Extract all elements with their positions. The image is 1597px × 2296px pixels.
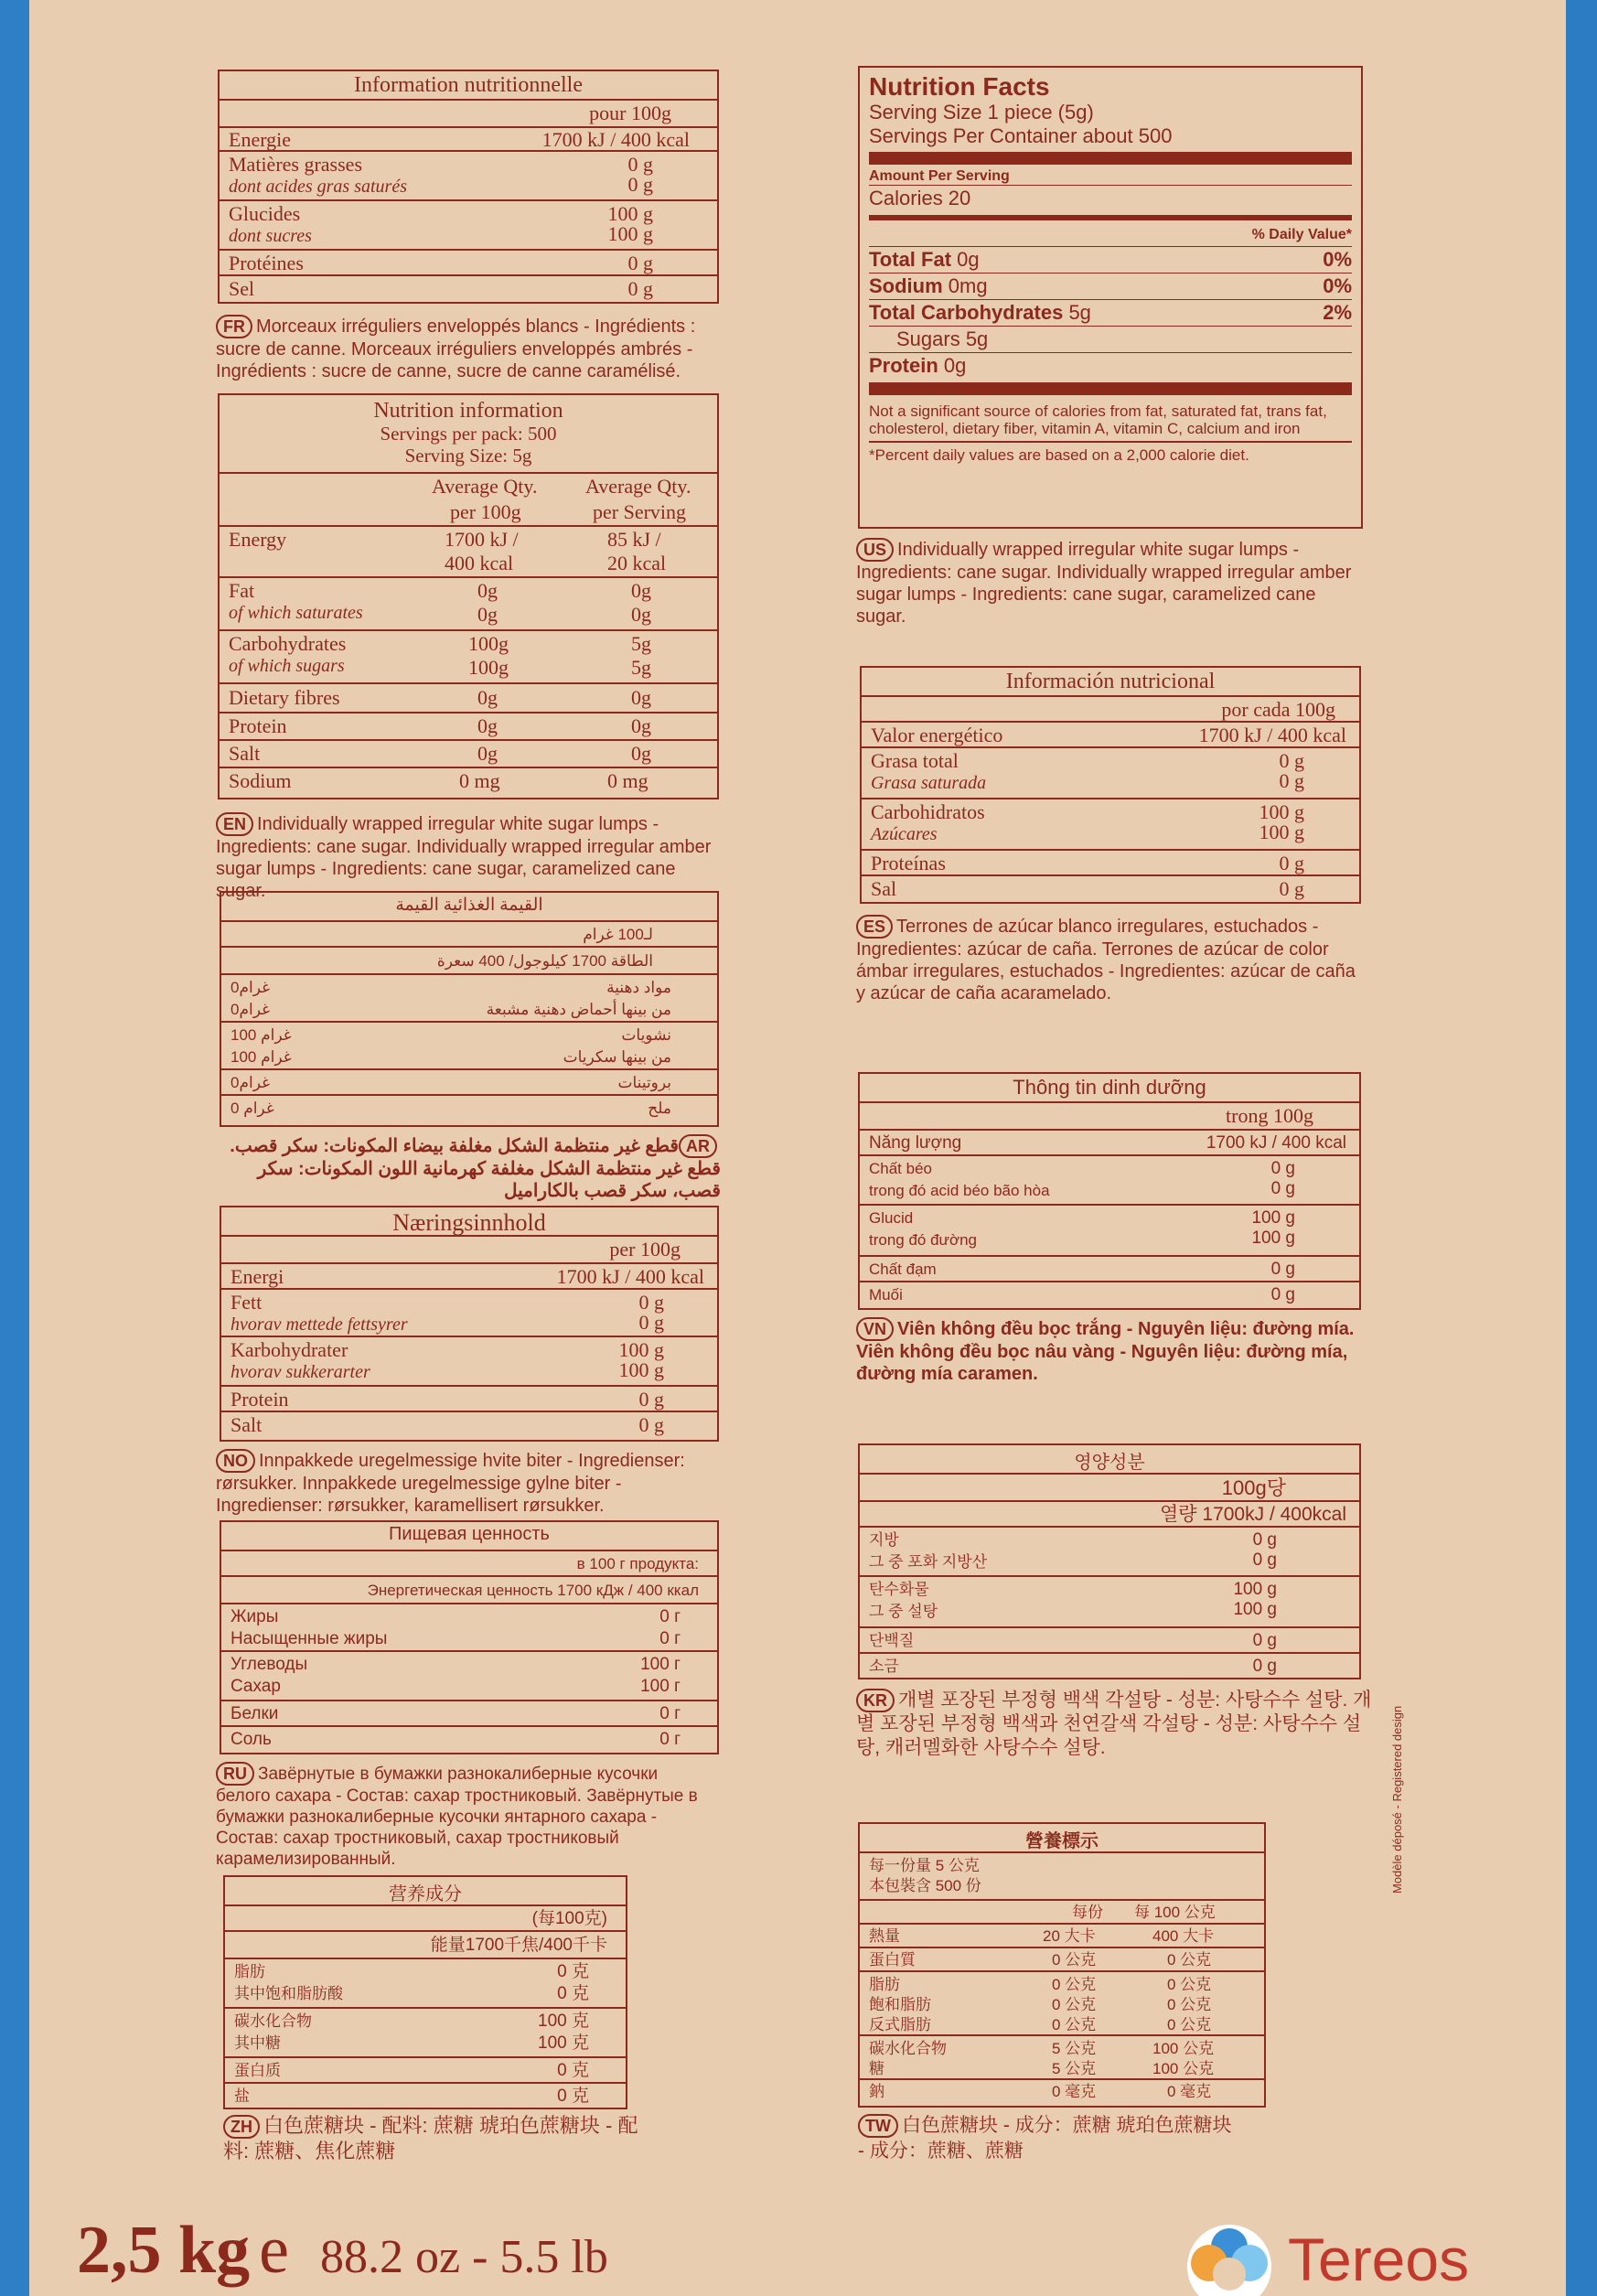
row-label: Carbohydrates	[229, 632, 347, 655]
row-value: 5 公克	[1052, 2040, 1097, 2057]
row-amount: 0g	[957, 248, 980, 271]
row-label: Насыщенные жиры	[230, 1629, 388, 1648]
column-header: 每 100 公克	[1134, 1904, 1216, 1921]
en-nutrition-table	[218, 393, 719, 799]
row-label: dont acides gras saturés	[229, 177, 407, 197]
kr-nutrition-table	[858, 1443, 1361, 1679]
language-badge: NO	[216, 1449, 255, 1473]
row-value: 0 g	[1279, 749, 1304, 772]
table-title: 营养成分	[389, 1884, 462, 1904]
row-label: Proteínas	[871, 852, 946, 874]
row-label: Salt	[230, 1413, 263, 1436]
row-label: Matières grasses	[229, 153, 363, 176]
ingredients-text: Terrones de azúcar blanco irregulares, estuchados - Ingredientes: azúcar de caña. Terrones de azúcar de color ámbar irregulares, estuchados - Ingredientes: azúcar de caña y azúcar de caña acaramelado.	[856, 917, 1356, 1003]
row-value: 0g	[477, 686, 498, 709]
table-title: القيمة الغذائية القيمة	[395, 896, 543, 915]
row-value: 0 克	[557, 1984, 589, 2003]
energy-line: 열량 1700kJ / 400kcal	[1159, 1504, 1346, 1525]
row-label: ملح	[648, 1100, 671, 1117]
daily-value-header: % Daily Value*	[1251, 227, 1352, 242]
row-label: 其中饱和脂肪酸	[234, 1985, 343, 2002]
tw-nutrition-table	[858, 1822, 1266, 2108]
row-label: Protein	[869, 354, 938, 377]
row-label: Углеводы	[230, 1655, 308, 1674]
divider-line	[869, 441, 1352, 443]
row-value: 5g	[631, 632, 651, 655]
row-label: Glucides	[229, 202, 301, 225]
tw-ingredients	[858, 2113, 1242, 2164]
row-value: 0 g	[1252, 1657, 1277, 1676]
row-percent: 0%	[1323, 274, 1352, 297]
row-value: 1700 kJ / 400 kcal	[556, 1265, 704, 1288]
row-value: 0g	[631, 714, 651, 737]
vn-ingredients	[856, 1317, 1368, 1385]
row-label: 熱量	[869, 1927, 900, 1945]
row-value: 1700 kJ / 400 kcal	[1198, 724, 1346, 746]
vn-nutrition-table	[858, 1072, 1361, 1310]
e-mark: e	[259, 2213, 290, 2288]
row-value: 100 g	[607, 202, 653, 225]
ingredients-text: Morceaux irréguliers enveloppés blancs - Ingrédients : sucre de canne. Morceaux irréguliers enveloppés ambrés - Ingrédients : sucre de canne, sucre de canne caramélisé.	[216, 317, 696, 381]
ingredients-text: Innpakkede uregelmessige hvite biter - Ingredienser: rørsukker. Innpakkede uregelmessige gylne biter - Ingredienser: rørsukker, karamellisert rørsukker.	[216, 1451, 685, 1516]
es-ingredients	[856, 915, 1368, 1004]
us-nutrition-facts	[858, 66, 1363, 529]
row-label: of which sugars	[229, 656, 345, 676]
row-label: Белки	[230, 1704, 279, 1723]
row-value: 0 mg	[459, 769, 500, 792]
row-value: 0غرام	[230, 1074, 270, 1091]
row-value: 0 г	[659, 1607, 681, 1626]
column-header: trong 100g	[1226, 1104, 1313, 1127]
row-label: 盐	[234, 2087, 250, 2105]
row-value: 0 g	[1252, 1631, 1277, 1650]
row-value: 0 g	[1270, 1179, 1295, 1198]
footnote: Not a significant source of calories from fat, saturated fat, trans fat, cholesterol, dietary fiber, vitamin A, vitamin C, calcium and iron	[869, 402, 1327, 437]
fr-ingredients	[216, 315, 728, 382]
row-value: 0 g	[638, 1311, 664, 1334]
row-label: 탄수화물	[869, 1581, 929, 1598]
row-value: 0 公克	[1167, 1951, 1212, 1969]
column-header: per 100g	[609, 1238, 681, 1261]
row-value: 20 大卡	[1043, 1927, 1096, 1945]
serving-size: Serving Size: 5g	[404, 445, 532, 467]
language-badge: VN	[856, 1317, 894, 1341]
row-value: 100 g	[1251, 1228, 1295, 1248]
row-value: 0g	[477, 603, 498, 626]
row-label: Năng lượng	[869, 1133, 962, 1153]
row-value: 0g	[631, 742, 651, 765]
row-value: 100 公克	[1152, 2060, 1215, 2077]
row-value: 1700 kJ /	[445, 528, 519, 551]
row-value: 100 g	[1259, 800, 1304, 823]
row-value: 0 克	[557, 1962, 589, 1981]
row-label: Sal	[871, 877, 897, 900]
row-label: 그 중 포화 지방산	[869, 1553, 988, 1571]
row-value: 100 g	[618, 1358, 664, 1381]
row-value: 0g	[477, 714, 498, 737]
ingredients-text: 白色蔗糖块 - 成分：蔗糖 琥珀色蔗糖块 - 成分：蔗糖、蔗糖	[858, 2115, 1232, 2162]
row-label: Total Fat	[869, 248, 952, 271]
column-header: per 100g	[450, 500, 521, 523]
ingredients-text: Individually wrapped irregular white sugar lumps - Ingredients: cane sugar. Individually wrapped irregular amber sugar lumps - Ingredients: cane sugar, caramelized cane sugar.	[216, 814, 712, 901]
row-label: 蛋白质	[234, 2062, 281, 2079]
row-value: 100 克	[538, 2012, 589, 2031]
column-header: Average Qty.	[432, 475, 538, 498]
fr-nutrition-table	[218, 70, 719, 304]
row-value: 0غرام	[230, 1001, 270, 1018]
row-label: Sel	[229, 277, 255, 300]
row-label: 脂肪	[234, 1963, 265, 1980]
row-label: Energie	[229, 128, 292, 151]
total-carb-row	[869, 299, 1352, 326]
servings-per-container: Servings Per Container about 500	[869, 124, 1173, 147]
row-value: 0g	[477, 742, 498, 765]
row-value: 100 غرام	[230, 1048, 292, 1066]
row-label: dont sucres	[229, 226, 312, 246]
row-label: 蛋白質	[869, 1951, 916, 1969]
row-label: 단백질	[869, 1632, 915, 1649]
row-value: 100 г	[640, 1655, 681, 1674]
row-value: 0g	[631, 579, 651, 602]
row-value: 85 kJ /	[607, 528, 661, 551]
column-header: pour 100g	[589, 102, 671, 124]
row-label: 鈉	[869, 2083, 884, 2100]
row-label: Protein	[230, 1388, 289, 1411]
row-label: Сахар	[230, 1677, 281, 1696]
row-label: 碳水化合物	[869, 2040, 947, 2057]
ingredients-text: قطع غير منتظمة الشكل مغلفة بيضاء المكونات: سكر قصب. قطع غير منتظمة الشكل مغلفة كهرمانية اللون المكونات: سكر قصب، سكر قصب بالكاراميل	[230, 1136, 721, 1201]
row-value: 0 毫克	[1167, 2083, 1212, 2100]
row-value: 0 g	[1279, 769, 1304, 792]
row-value: 0 g	[1270, 1285, 1295, 1304]
row-label: hvorav sukkerarter	[230, 1362, 370, 1382]
footnote: *Percent daily values are based on a 2,000 calorie diet.	[869, 446, 1249, 464]
row-label: 지방	[869, 1531, 899, 1549]
row-label: Azúcares	[871, 824, 938, 844]
column-header: в 100 г продукта:	[576, 1555, 699, 1572]
row-value: 0 公克	[1052, 1976, 1097, 1993]
weight-imperial: 88.2 oz - 5.5 lb	[320, 2231, 608, 2283]
row-value: 400 大卡	[1152, 1927, 1215, 1945]
row-value: 0 g	[1270, 1159, 1295, 1178]
language-badge: ES	[856, 915, 893, 939]
ingredients-text: Viên không đều bọc trắng - Nguyên liệu: đường mía. Viên không đều bọc nâu vàng - Nguyên liệu: đường mía, đường mía caramen.	[856, 1319, 1355, 1384]
row-value: 100 g	[1259, 821, 1304, 843]
language-badge: EN	[216, 812, 253, 836]
divider-bar	[869, 382, 1352, 395]
no-nutrition-table	[220, 1206, 719, 1442]
table-title: Пищевая ценность	[389, 1524, 550, 1544]
tereos-flower-icon	[1184, 2219, 1275, 2296]
row-label: trong đó acid béo bão hòa	[869, 1182, 1050, 1199]
ar-ingredients	[216, 1134, 721, 1202]
row-label: Sodium	[229, 769, 292, 792]
servings-per-pack: Servings per pack: 500	[380, 423, 557, 445]
servings-per-pack: 本包裝含 500 份	[869, 1877, 981, 1894]
serving-size: Serving Size 1 piece (5g)	[869, 101, 1094, 123]
row-value: 100 g	[607, 222, 653, 245]
row-label: Grasa saturada	[871, 773, 987, 793]
brand-name: Tereos	[1288, 2226, 1470, 2293]
row-label: 其中糖	[234, 2034, 281, 2052]
ingredients-text: Завёрнутые в бумажки разнокалиберные кусочки белого сахара - Состав: сахар тростниковый. Завёрнутые в бумажки разнокалиберные кусочки янтарного сахара - Состав: сахар тростниковый, сахар тростниковый карамелизированный.	[216, 1765, 698, 1869]
row-label: Sodium	[869, 274, 943, 297]
row-value: 0 g	[627, 252, 653, 274]
row-value: 100 g	[1233, 1580, 1277, 1599]
nutrition-facts-title: Nutrition Facts	[869, 72, 1050, 101]
sugars-row	[869, 326, 1352, 352]
row-label: 反式脂肪	[869, 2016, 931, 2033]
row-label: نشويات	[621, 1026, 671, 1044]
row-value: 0غرام	[230, 979, 270, 996]
energy-line: 能量1700千焦/400千卡	[430, 1936, 607, 1955]
row-amount: 0g	[943, 354, 967, 377]
row-value: 5g	[631, 656, 651, 679]
blue-edge	[1566, 0, 1597, 2296]
row-label: Dietary fibres	[229, 686, 340, 709]
row-amount: 5g	[1068, 301, 1091, 324]
row-value: 0 г	[659, 1730, 681, 1749]
amount-per-serving: Amount Per Serving	[869, 168, 1010, 184]
row-value: 0 г	[659, 1629, 681, 1648]
row-label: Glucid	[869, 1209, 914, 1227]
serving-size: 每一份量 5 公克	[869, 1857, 980, 1874]
row-value: 0g	[631, 603, 651, 626]
row-value: 100 g	[1233, 1600, 1277, 1619]
row-label: بروتينات	[617, 1074, 671, 1091]
row-value: 0 غرام	[230, 1100, 274, 1117]
row-label: 飽和脂肪	[869, 1996, 931, 2013]
energy-line: الطاقة 1700 كيلوجول/ 400 سعرة	[436, 952, 653, 970]
row-label: Grasa total	[871, 749, 959, 772]
row-label: 脂肪	[869, 1976, 900, 1993]
row-value: 100 公克	[1152, 2040, 1215, 2057]
row-value: 0 g	[627, 153, 653, 176]
tereos-logo	[1184, 2219, 1531, 2296]
row-label: Protéines	[229, 252, 304, 274]
row-label: Protein	[229, 714, 287, 737]
sodium-row	[869, 273, 1352, 299]
row-value: 1700 kJ / 400 kcal	[541, 128, 690, 151]
row-value: 0 公克	[1052, 1951, 1097, 1969]
row-label: Fett	[230, 1291, 263, 1314]
zh-ingredients	[223, 2113, 644, 2164]
row-label: Жиры	[230, 1607, 279, 1626]
row-value: 100 g	[618, 1338, 664, 1361]
ar-nutrition-table	[220, 891, 719, 1127]
ru-ingredients	[216, 1762, 710, 1870]
row-value: 0 g	[638, 1388, 664, 1411]
row-percent: 2%	[1323, 301, 1352, 324]
no-ingredients	[216, 1449, 728, 1517]
ru-nutrition-table	[220, 1520, 719, 1754]
language-badge: US	[856, 538, 894, 562]
row-value: 0 g	[1252, 1530, 1277, 1550]
row-value: 0 克	[557, 2061, 589, 2080]
column-header: لـ100 غرام	[583, 926, 653, 943]
row-value: 0 g	[1279, 852, 1304, 874]
row-value: 0 毫克	[1052, 2083, 1097, 2100]
row-label: of which saturates	[229, 603, 363, 623]
row-label: Energy	[229, 528, 287, 551]
table-title: 營養標示	[1025, 1831, 1099, 1851]
row-value: 5 公克	[1052, 2060, 1097, 2077]
row-label: Salt	[229, 742, 261, 765]
row-label: من بينها سكريات	[563, 1048, 671, 1066]
language-badge: RU	[216, 1762, 254, 1786]
row-value: 1700 kJ / 400 kcal	[1206, 1133, 1346, 1153]
divider-bar	[869, 152, 1352, 165]
row-value: 100 克	[538, 2033, 589, 2053]
column-header: (每100克)	[531, 1909, 607, 1928]
kr-ingredients	[856, 1689, 1377, 1760]
divider-bar	[869, 215, 1352, 220]
language-badge: AR	[679, 1134, 717, 1158]
row-value: 100 g	[1251, 1208, 1295, 1228]
language-badge: TW	[858, 2114, 898, 2138]
row-amount: 0mg	[948, 274, 988, 297]
row-label: 소금	[869, 1658, 899, 1675]
protein-row	[869, 352, 1352, 379]
row-label: من بينها أحماض دهنية مشبعة	[486, 1001, 671, 1018]
row-label: 그 중 설탕	[869, 1603, 938, 1620]
row-value: 0 г	[659, 1704, 681, 1723]
row-label: hvorav mettede fettsyrer	[230, 1314, 408, 1335]
row-value: 0 g	[1279, 877, 1304, 900]
column-header: 每份	[1072, 1904, 1103, 1921]
row-value: 0 公克	[1167, 2016, 1212, 2033]
table-title: 영양성분	[1074, 1453, 1145, 1473]
us-ingredients	[856, 538, 1368, 628]
row-label: Valor energético	[871, 724, 1003, 746]
column-header: Average Qty.	[585, 475, 691, 498]
es-nutrition-table	[860, 666, 1361, 904]
row-value: 100g	[468, 632, 509, 655]
net-weight	[77, 2212, 608, 2290]
energy-line: Энергетическая ценность 1700 кДж / 400 ккал	[367, 1582, 699, 1599]
table-title: Information nutritionnelle	[354, 73, 583, 97]
row-value: 100 г	[640, 1677, 681, 1696]
calories: Calories 20	[869, 187, 971, 209]
row-value: 0 mg	[607, 769, 648, 792]
row-label: Karbohydrater	[230, 1338, 348, 1361]
row-value: 0 g	[627, 277, 653, 300]
row-label: Carbohidratos	[871, 800, 985, 823]
row-percent: 0%	[1323, 248, 1352, 271]
ingredients-text: Individually wrapped irregular white sugar lumps - Ingredients: cane sugar. Individually wrapped irregular amber sugar lumps - Ingredients: cane sugar, caramelized cane sugar.	[856, 540, 1352, 627]
row-value: 20 kcal	[607, 552, 667, 574]
ingredients-text: 白色蔗糖块 - 配料: 蔗糖 琥珀色蔗糖块 - 配料: 蔗糖、焦化蔗糖	[223, 2114, 638, 2162]
language-badge: KR	[856, 1689, 895, 1712]
column-header: 100g당	[1221, 1476, 1286, 1499]
row-label: Chất đạm	[869, 1261, 937, 1278]
row-label: Energi	[230, 1265, 284, 1288]
row-value: 0g	[631, 686, 651, 709]
row-label: Fat	[229, 579, 255, 602]
calories-row	[869, 185, 1352, 211]
row-value: 0 g	[1270, 1260, 1295, 1279]
table-title: Thông tin dinh dưỡng	[1013, 1076, 1206, 1099]
language-badge: ZH	[223, 2115, 260, 2139]
registered-design-note: Modèle déposé - Registered design	[1390, 1705, 1404, 1894]
column-header: per Serving	[593, 500, 687, 523]
row-value: 0 公克	[1167, 1996, 1212, 2013]
row-label: مواد دهنية	[606, 979, 671, 996]
row-label: Muối	[869, 1286, 903, 1304]
row-value: 400 kcal	[445, 552, 514, 574]
table-title: Nutrition information	[373, 399, 563, 423]
row-label: 糖	[869, 2060, 884, 2077]
row-value: 0 g	[1252, 1550, 1277, 1570]
row-value: 0 公克	[1052, 1996, 1097, 2013]
row-label: Chất béo	[869, 1160, 932, 1177]
row-value: 0 公克	[1052, 2016, 1097, 2033]
ingredients-text: 개별 포장된 부정형 백색 각설탕 - 성분: 사탕수수 설탕. 개별 포장된 부정형 백색과 천연갈색 각설탕 - 성분: 사탕수수 설탕, 캐러멜화한 사탕수수 설탕.	[856, 1690, 1372, 1758]
row-label: 碳水化合物	[234, 2012, 312, 2030]
row-label: trong đó đường	[869, 1231, 977, 1249]
table-title: Næringsinnhold	[392, 1209, 546, 1236]
table-title: Información nutricional	[1005, 670, 1216, 693]
row-label: Sugars 5g	[896, 327, 989, 350]
row-value: 0 g	[627, 173, 653, 196]
zh-nutrition-table	[223, 1875, 627, 2109]
row-value: 100g	[468, 656, 509, 679]
row-value: 0 克	[557, 2087, 589, 2106]
row-value: 100 غرام	[230, 1026, 292, 1044]
total-fat-row	[869, 246, 1352, 273]
column-header: por cada 100g	[1221, 698, 1335, 721]
language-badge: FR	[216, 315, 252, 338]
weight-metric: 2,5 kg	[77, 2213, 251, 2288]
row-value: 0 g	[638, 1413, 664, 1436]
row-label: Соль	[230, 1730, 272, 1749]
row-value: 0g	[477, 579, 498, 602]
row-label: Total Carbohydrates	[869, 301, 1064, 324]
row-value: 0 公克	[1167, 1976, 1212, 1993]
row-value: 0 g	[638, 1291, 664, 1314]
en-ingredients	[216, 812, 728, 902]
